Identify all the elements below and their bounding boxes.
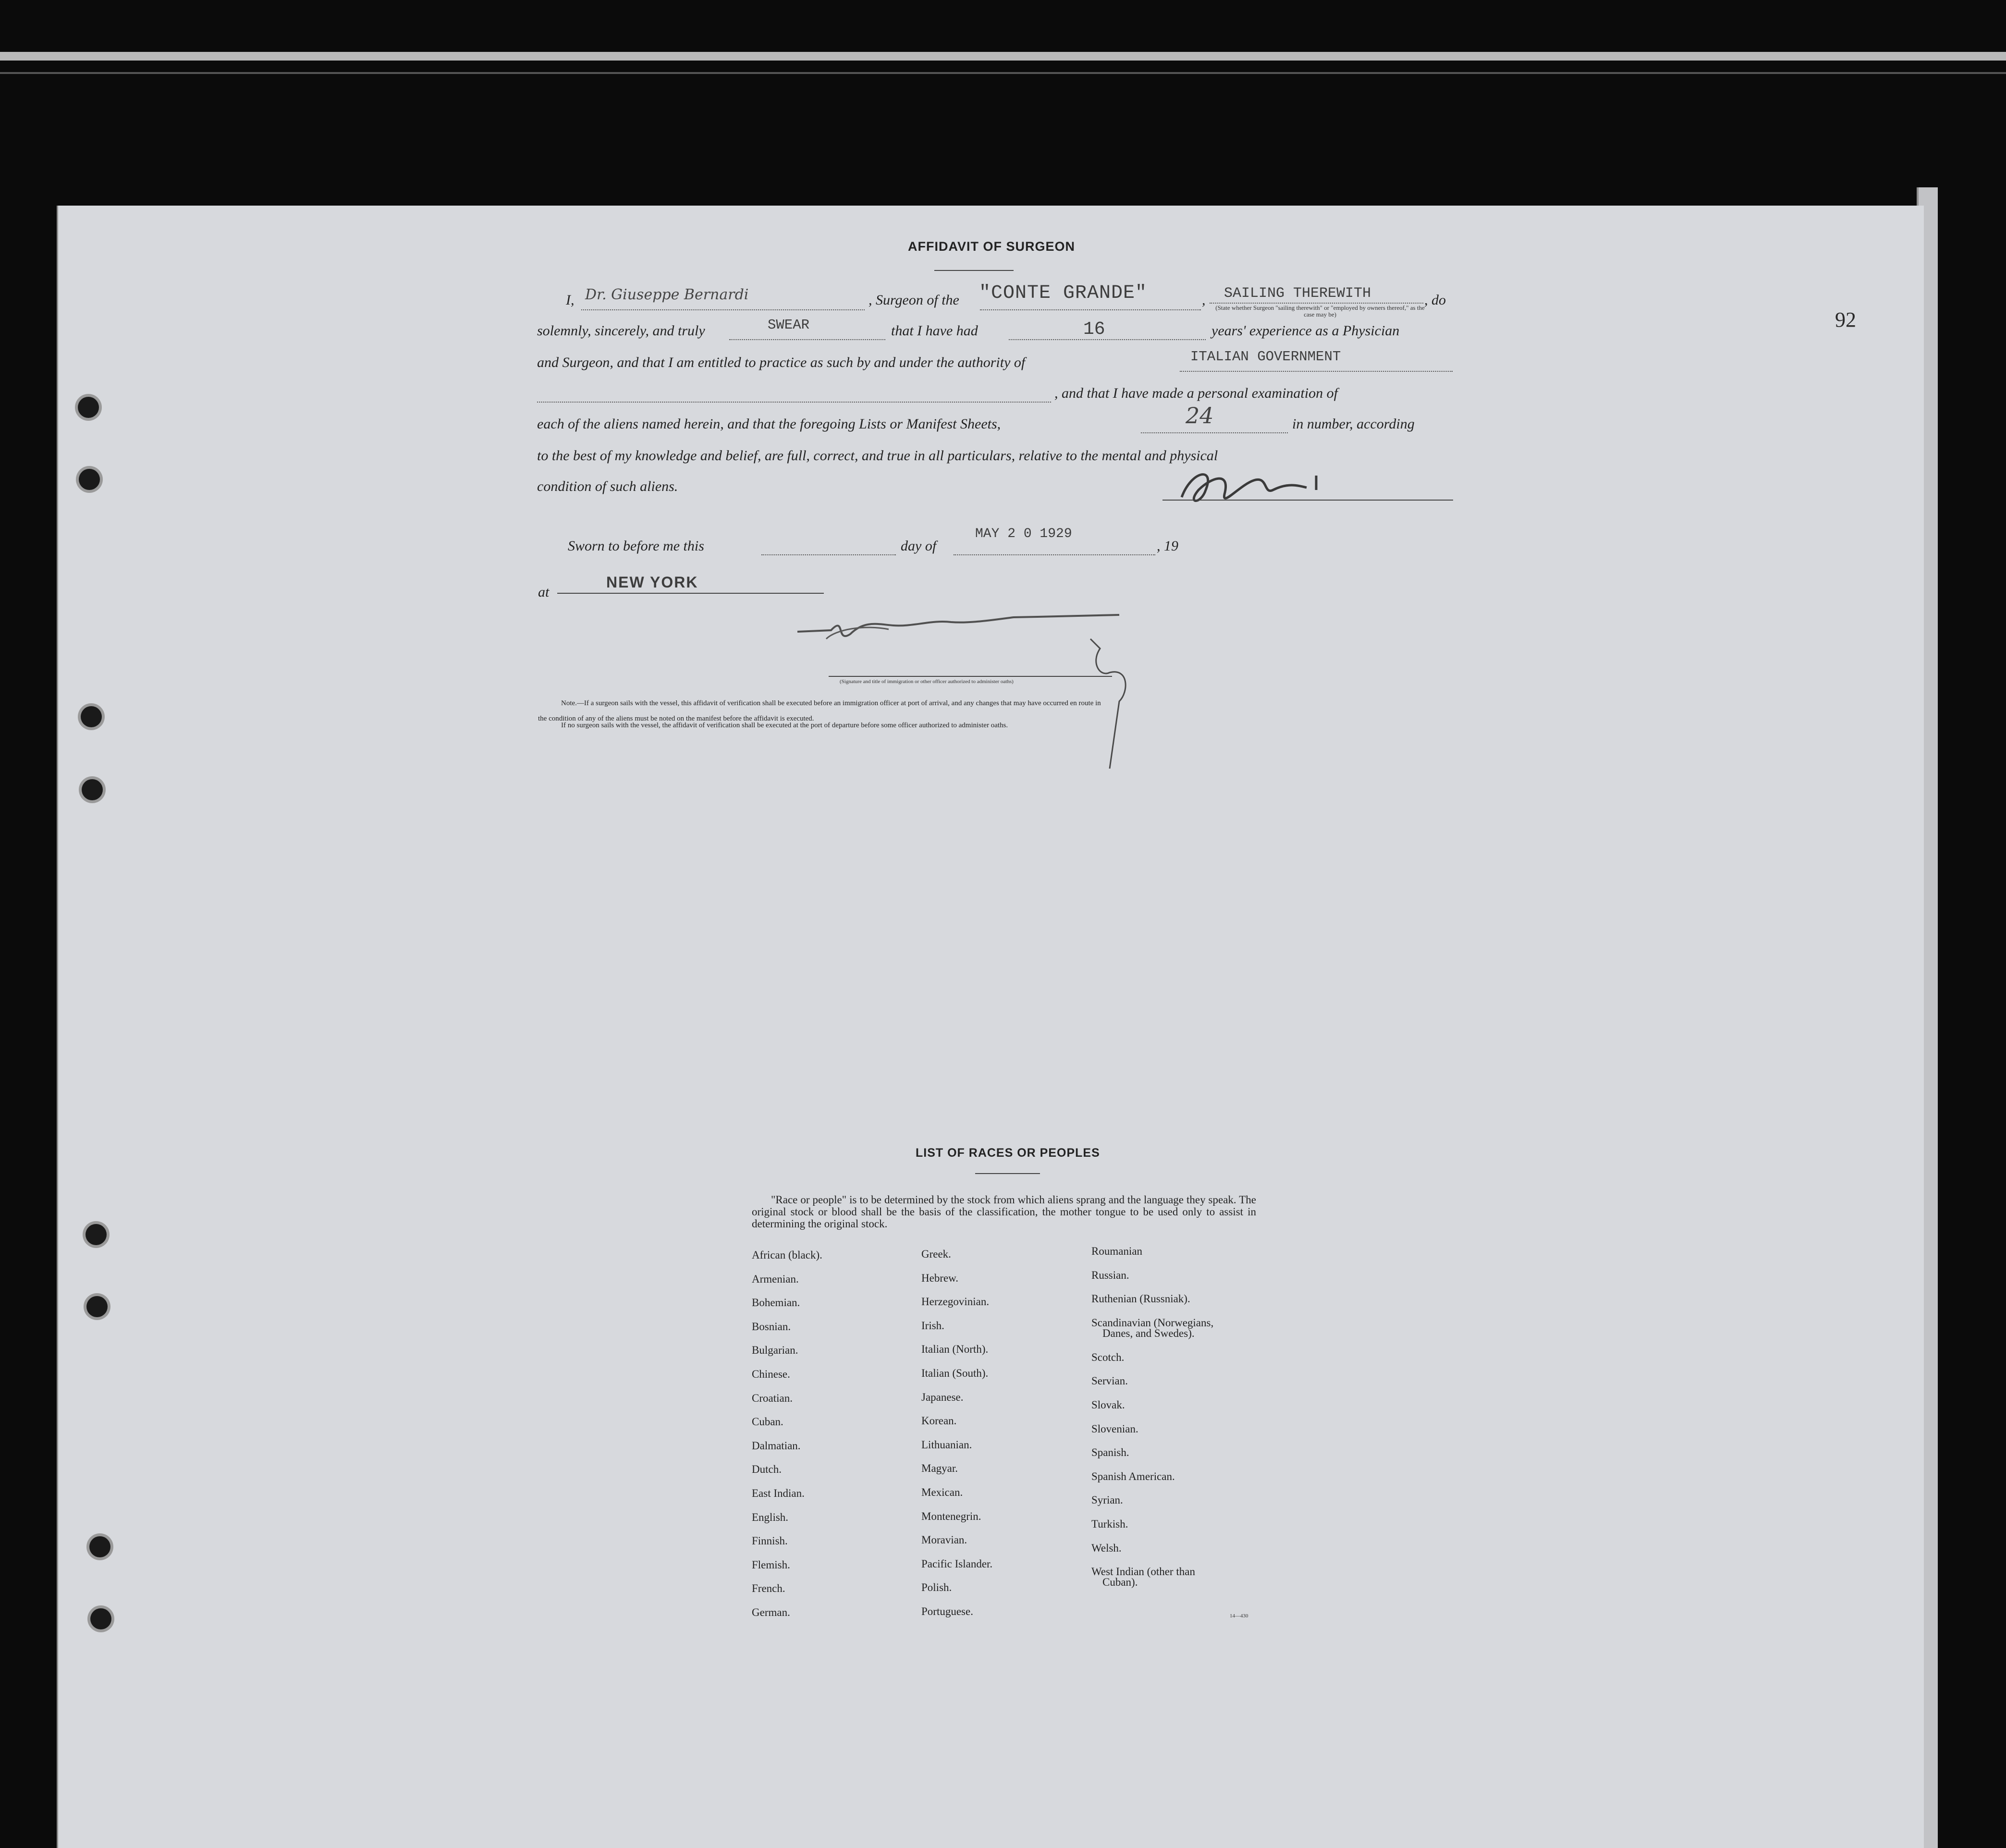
text-have-had: that I have had <box>891 323 978 339</box>
sheets-count: 24 <box>1186 403 1214 428</box>
text-personal-exam: , and that I have made a personal examination of <box>1054 385 1338 401</box>
scanner-top-line <box>0 72 2006 74</box>
sailing-caption: (State whether Surgeon "sailing therewith" or "employed by owners thereof," as the case may be) <box>1215 304 1425 318</box>
sworn-date-line <box>954 553 1155 555</box>
race-item: German. <box>752 1606 790 1618</box>
race-item: Scandinavian (Norwegians, Danes, and Swedes). <box>1091 1316 1214 1339</box>
race-item: Chinese. <box>752 1368 790 1380</box>
text-condition: condition of such aliens. <box>537 478 678 494</box>
race-item: English. <box>752 1511 789 1523</box>
officer-caption: (Signature and title of immigration or other officer authorized to administer oaths) <box>840 679 1014 685</box>
binder-hole-icon <box>86 1224 107 1245</box>
affidavit-title: AFFIDAVIT OF SURGEON <box>908 239 1075 254</box>
surgeon-signature-line <box>1162 500 1453 501</box>
race-item: Greek. <box>921 1248 951 1260</box>
sailing-line <box>1210 302 1423 304</box>
race-item: Slovenian. <box>1091 1422 1138 1435</box>
race-item: Moravian. <box>921 1534 967 1546</box>
text-i: I, <box>566 292 575 308</box>
authority-value: ITALIAN GOVERNMENT <box>1190 349 1341 365</box>
races-column-2 <box>921 1249 992 1630</box>
races-title-rule <box>975 1173 1040 1174</box>
title-rule <box>934 270 1014 271</box>
text-day-of: day of <box>901 538 937 554</box>
race-item: Spanish. <box>1091 1446 1129 1459</box>
race-item: Cuban. <box>752 1416 783 1428</box>
surgeon-name-line <box>581 308 865 310</box>
binder-hole-icon <box>78 397 99 418</box>
years-value: 16 <box>1083 319 1105 340</box>
race-item: Montenegrin. <box>921 1510 981 1522</box>
race-item: Italian (North). <box>921 1343 989 1356</box>
race-item: Roumanian <box>1091 1245 1143 1257</box>
race-item: Syrian. <box>1091 1494 1123 1506</box>
race-item: Pacific Islander. <box>921 1557 993 1570</box>
text-comma: , <box>1202 292 1206 308</box>
race-item: Italian (South). <box>921 1367 989 1379</box>
authority-line <box>1180 370 1453 372</box>
race-item: Scotch. <box>1091 1351 1125 1363</box>
race-item: Croatian. <box>752 1392 793 1404</box>
text-surgeon-of: , Surgeon of the <box>868 292 959 308</box>
binder-hole-icon <box>89 1536 110 1557</box>
sheets-line <box>1141 431 1288 433</box>
surgeon-name: Dr. Giuseppe Bernardi <box>585 286 749 303</box>
sailing-status: SAILING THEREWITH <box>1224 285 1371 302</box>
place-value: NEW YORK <box>606 574 698 591</box>
text-year-prefix: , 19 <box>1157 538 1178 554</box>
race-item: Magyar. <box>921 1462 958 1475</box>
sworn-date: MAY 2 0 1929 <box>975 526 1072 541</box>
race-item: Korean. <box>921 1415 957 1427</box>
race-item: Servian. <box>1091 1375 1128 1387</box>
race-item: Hebrew. <box>921 1272 959 1284</box>
race-item: Spanish American. <box>1091 1470 1175 1482</box>
race-item: Mexican. <box>921 1486 963 1498</box>
race-item: African (black). <box>752 1249 822 1261</box>
swear-value: SWEAR <box>768 317 810 333</box>
authority-line-2 <box>537 401 1051 403</box>
vessel-line <box>980 308 1201 310</box>
races-column-1 <box>752 1250 822 1631</box>
race-item: Herzegovinian. <box>921 1296 990 1308</box>
years-line <box>1009 338 1206 340</box>
race-item: Lithuanian. <box>921 1438 972 1451</box>
race-item: Bulgarian. <box>752 1344 798 1357</box>
binder-hole-icon <box>81 706 102 727</box>
vessel-name: "CONTE GRANDE" <box>979 282 1148 304</box>
races-intro: "Race or people" is to be determined by the stock from which aliens sprang and the language they speak. The original stock or blood shall be the basis of the classification, the mother tongue to be used only to assist in determining the original stock. <box>752 1194 1256 1230</box>
race-item: Dalmatian. <box>752 1439 801 1452</box>
sworn-day-line <box>761 553 896 555</box>
form-number: 14—430 <box>1230 1613 1248 1619</box>
note-line-1: Note.—If a surgeon sails with the vessel, this affidavit of verification shall be executed before an immigration officer at port of arrival, and any changes that may have occurred en route in <box>561 699 1101 707</box>
race-item: Bosnian. <box>752 1320 791 1333</box>
page-number: 92 <box>1835 308 1856 331</box>
text-each-alien: each of the aliens named herein, and that the foregoing Lists or Manifest Sheets, <box>537 416 1001 432</box>
note-line-2: the condition of any of the aliens must be noted on the manifest before the affidavit is executed. <box>538 715 814 722</box>
race-item: Slovak. <box>1091 1398 1125 1411</box>
text-years: years' experience as a Physician <box>1211 323 1400 339</box>
race-item: Dutch. <box>752 1463 782 1476</box>
text-sworn: Sworn to before me this <box>568 538 704 554</box>
text-at: at <box>538 584 550 600</box>
swear-line <box>729 338 885 340</box>
race-item: Japanese. <box>921 1391 964 1403</box>
officer-signature-line <box>829 676 1112 677</box>
text-do: , do <box>1424 292 1446 308</box>
text-and-surgeon: and Surgeon, and that I am entitled to practice as such by and under the authority of <box>537 355 1026 370</box>
races-column-3 <box>1091 1246 1213 1601</box>
race-item: East Indian. <box>752 1487 805 1499</box>
race-item: Ruthenian (Russniak). <box>1091 1293 1190 1305</box>
race-item: Welsh. <box>1091 1542 1122 1554</box>
race-item: Turkish. <box>1091 1518 1128 1530</box>
race-item: Polish. <box>921 1581 952 1594</box>
race-item: Russian. <box>1091 1269 1129 1281</box>
scanner-top-band <box>0 52 2006 61</box>
note-line-3: If no surgeon sails with the vessel, the affidavit of verification shall be executed at the port of departure before some officer authorized to administer oaths. <box>561 722 1008 729</box>
race-item: Irish. <box>921 1319 944 1332</box>
race-item: Bohemian. <box>752 1297 800 1309</box>
race-item: Flemish. <box>752 1558 790 1571</box>
race-item: French. <box>752 1582 785 1595</box>
place-line <box>557 593 824 594</box>
binder-hole-icon <box>82 779 103 800</box>
race-item: Portuguese. <box>921 1605 973 1617</box>
surgeon-signature <box>1172 452 1422 514</box>
binder-hole-icon <box>86 1296 108 1317</box>
races-title: LIST OF RACES OR PEOPLES <box>916 1146 1100 1160</box>
binder-hole-icon <box>79 469 100 490</box>
text-solemnly: solemnly, sincerely, and truly <box>537 323 705 339</box>
race-item: Armenian. <box>752 1273 799 1285</box>
race-item: Finnish. <box>752 1535 788 1547</box>
race-item: West Indian (other than Cuban). <box>1091 1566 1195 1589</box>
text-in-number: in number, according <box>1292 416 1415 432</box>
binder-hole-icon <box>90 1608 111 1629</box>
text-best-of: to the best of my knowledge and belief, are full, correct, and true in all particulars, relative to the mental and physical <box>537 448 1218 464</box>
